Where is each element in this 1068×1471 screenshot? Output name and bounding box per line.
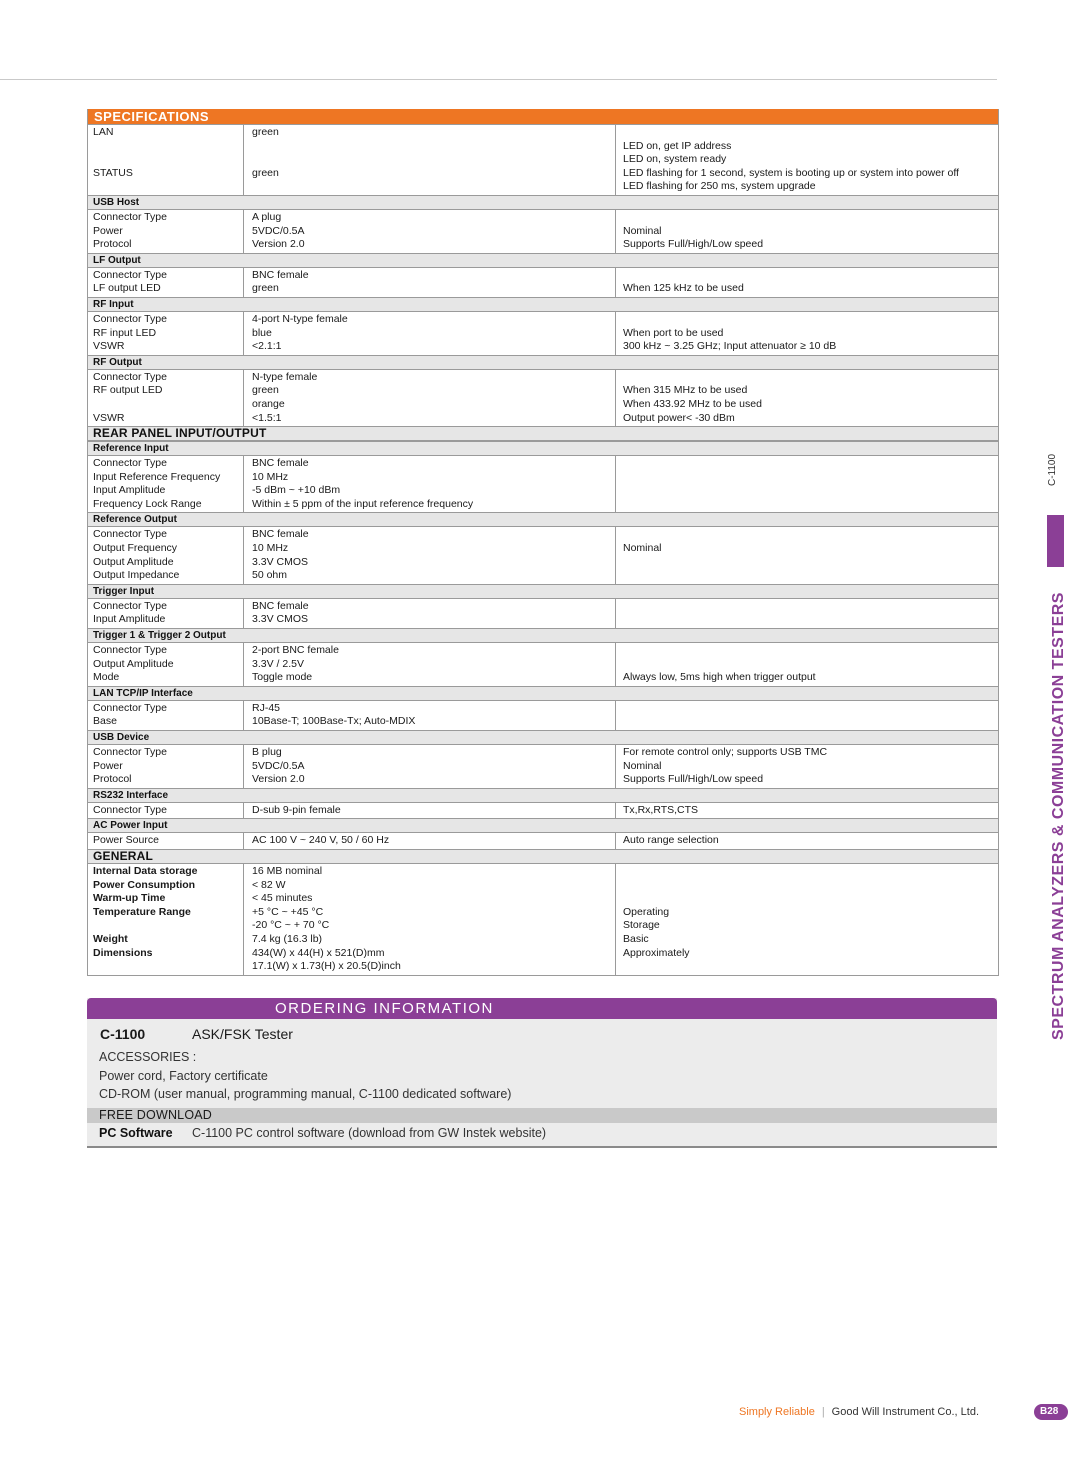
- product-name: ASK/FSK Tester: [192, 1026, 293, 1042]
- spec-rows: [88, 456, 998, 512]
- spec-name: Connector Type: [93, 210, 167, 223]
- model-line: [100, 1026, 293, 1042]
- spec-name: Protocol: [93, 773, 132, 786]
- spec-note: [623, 702, 998, 716]
- spec-value: < 82 W: [252, 878, 286, 891]
- model-number: C-1100: [100, 1026, 146, 1042]
- spec-value-column: [244, 643, 616, 686]
- spec-name: Connector Type: [93, 370, 167, 383]
- spec-note: When 315 MHz to be used: [623, 384, 748, 397]
- spec-group-title: AC Power Input: [88, 819, 998, 833]
- specifications-table: [87, 109, 999, 976]
- spec-name: Output Frequency: [93, 542, 178, 555]
- spec-value: BNC female: [252, 457, 309, 470]
- spec-group: [88, 512, 998, 583]
- spec-note: When 125 kHz to be used: [623, 282, 744, 295]
- spec-name: Protocol: [93, 238, 132, 251]
- spec-note: [623, 528, 998, 542]
- spec-group-title: Reference Input: [88, 442, 998, 456]
- spec-value: A plug: [252, 210, 282, 223]
- spec-name: Output Amplitude: [93, 657, 174, 670]
- ordering-header: ORDERING INFORMATION: [87, 998, 997, 1019]
- spec-value-column: [244, 456, 616, 512]
- spec-name: [93, 398, 243, 412]
- spec-rows: [88, 268, 998, 297]
- spec-value: < 45 minutes: [252, 892, 313, 905]
- spec-note: Supports Full/High/Low speed: [623, 773, 764, 786]
- spec-name: RF output LED: [93, 384, 163, 397]
- spec-value: BNC female: [252, 528, 309, 541]
- spec-name: Frequency Lock Range: [93, 497, 202, 510]
- spec-value-column: [244, 370, 616, 426]
- spec-value: 434(W) x 44(H) x 521(D)mm: [252, 946, 385, 959]
- spec-note: When port to be used: [623, 326, 724, 339]
- spec-note: LED flashing for 1 second, system is booting up or system into power off: [623, 166, 959, 179]
- spec-value: <1.5:1: [252, 411, 282, 424]
- spec-name: Dimensions: [93, 946, 153, 959]
- spec-value-column: [244, 527, 616, 583]
- spec-group: [88, 195, 998, 253]
- spec-value: green: [252, 384, 279, 397]
- spec-note: [623, 879, 998, 893]
- spec-note: [623, 569, 998, 583]
- spec-value: 17.1(W) x 1.73(H) x 20.5(D)inch: [252, 960, 401, 973]
- spec-name-column: [88, 370, 244, 426]
- spec-value: 5VDC/0.5A: [252, 224, 305, 237]
- spec-group: [88, 628, 998, 686]
- spec-name: Input Amplitude: [93, 484, 166, 497]
- spec-name: RF input LED: [93, 326, 157, 339]
- spec-value: 10 MHz: [252, 470, 289, 483]
- spec-group-title: REAR PANEL INPUT/OUTPUT: [88, 427, 998, 441]
- spec-value: [252, 180, 615, 194]
- spec-value: green: [252, 126, 279, 138]
- spec-value: B plug: [252, 746, 282, 758]
- spec-name-column: [88, 125, 244, 195]
- spec-note-column: [616, 370, 998, 426]
- spec-group-title: RF Output: [88, 356, 998, 370]
- spec-value-column: [244, 312, 616, 355]
- spec-note: [623, 600, 998, 614]
- side-model-label: C-1100: [1047, 453, 1058, 486]
- spec-name-column: [88, 833, 244, 849]
- spec-rows: [88, 643, 998, 686]
- spec-note-column: [616, 268, 998, 297]
- spec-note-column: [616, 701, 998, 730]
- spec-value: [252, 153, 615, 167]
- spec-value: 7.4 kg (16.3 lb): [252, 932, 323, 945]
- spec-rows: [88, 599, 998, 628]
- spec-value: D-sub 9-pin female: [252, 803, 341, 816]
- spec-name: [93, 180, 243, 194]
- spec-name: [93, 960, 243, 974]
- spec-name-column: [88, 527, 244, 583]
- spec-note: [623, 371, 998, 385]
- pc-software-text: C-1100 PC control software (download from GW Instek website): [192, 1126, 547, 1140]
- spec-value: 10Base-T; 100Base-Tx; Auto-MDIX: [252, 715, 416, 728]
- spec-value: BNC female: [252, 268, 309, 281]
- spec-value-column: [244, 745, 616, 788]
- spec-name: Internal Data storage: [93, 864, 198, 877]
- spec-value: BNC female: [252, 599, 309, 612]
- spec-value-column: [244, 701, 616, 730]
- spec-name: [93, 153, 243, 167]
- spec-value: 3.3V / 2.5V: [252, 657, 304, 670]
- pc-software-label: PC Software: [99, 1126, 173, 1140]
- spec-note: LED flashing for 250 ms, system upgrade: [623, 180, 816, 193]
- spec-rows: [88, 864, 998, 975]
- spec-note: Approximately: [623, 946, 690, 959]
- spec-name: Connector Type: [93, 644, 167, 657]
- spec-value: -5 dBm ~ +10 dBm: [252, 484, 341, 497]
- spec-group: [88, 730, 998, 788]
- spec-value: [252, 140, 615, 154]
- spec-name-column: [88, 268, 244, 297]
- spec-name: Connector Type: [93, 312, 167, 325]
- spec-note: [623, 484, 998, 498]
- spec-note-column: [616, 643, 998, 686]
- spec-name-column: [88, 456, 244, 512]
- spec-group: [88, 355, 998, 426]
- spec-name: [93, 140, 243, 154]
- spec-note: Supports Full/High/Low speed: [623, 238, 764, 251]
- spec-name: Input Reference Frequency: [93, 470, 221, 483]
- spec-group-title: USB Host: [88, 196, 998, 210]
- spec-group-title: USB Device: [88, 731, 998, 745]
- spec-note: [623, 211, 998, 225]
- spec-note: 300 kHz ~ 3.25 GHz; Input attenuator ≥ 10 dB: [623, 340, 837, 353]
- spec-group-title: Trigger Input: [88, 585, 998, 599]
- spec-name: Input Amplitude: [93, 613, 166, 626]
- spec-group-title: GENERAL: [88, 850, 998, 864]
- spec-name: Connector Type: [93, 528, 167, 541]
- spec-name: Warm-up Time: [93, 892, 166, 905]
- spec-note: [623, 715, 998, 729]
- spec-note-column: [616, 833, 998, 849]
- spec-rows: [88, 745, 998, 788]
- spec-note: [623, 892, 998, 906]
- spec-name: Connector Type: [93, 268, 167, 281]
- spec-rows: [88, 125, 998, 195]
- footer-company: Good Will Instrument Co., Ltd.: [831, 1406, 980, 1418]
- spec-note-column: [616, 803, 998, 819]
- spec-name: Power Consumption: [93, 878, 196, 891]
- spec-value: Toggle mode: [252, 671, 313, 684]
- spec-value: N-type female: [252, 370, 318, 383]
- spec-name: Base: [93, 715, 117, 728]
- spec-rows: [88, 312, 998, 355]
- spec-group: [88, 426, 998, 441]
- spec-note-column: [616, 527, 998, 583]
- spec-value: AC 100 V ~ 240 V, 50 / 60 Hz: [252, 834, 390, 847]
- spec-group-title: Reference Output: [88, 513, 998, 527]
- spec-group-title: LAN TCP/IP Interface: [88, 687, 998, 701]
- accessories-line-1: Power cord, Factory certificate: [99, 1069, 268, 1083]
- spec-value-column: [244, 125, 616, 195]
- spec-group: [88, 686, 998, 730]
- spec-note: [623, 269, 998, 283]
- side-category-label: SPECTRUM ANALYZERS & COMMUNICATION TESTERS: [1050, 592, 1067, 1040]
- spec-name: Output Impedance: [93, 569, 180, 582]
- spec-name-column: [88, 210, 244, 253]
- spec-name-column: [88, 745, 244, 788]
- spec-value: Version 2.0: [252, 238, 305, 251]
- spec-value: RJ-45: [252, 701, 281, 714]
- spec-note: Tx,Rx,RTS,CTS: [623, 803, 699, 816]
- spec-value: +5 °C ~ +45 °C: [252, 905, 324, 918]
- side-tab-marker: [1047, 515, 1064, 567]
- spec-name: [93, 919, 243, 933]
- spec-value: Version 2.0: [252, 773, 305, 786]
- spec-value: 4-port N-type female: [252, 312, 348, 325]
- spec-note: [623, 313, 998, 327]
- spec-note: Output power< -30 dBm: [623, 411, 735, 424]
- spec-value: green: [252, 166, 279, 179]
- spec-rows: [88, 370, 998, 426]
- spec-group: [88, 124, 998, 195]
- spec-value: orange: [252, 397, 285, 410]
- spec-value: Within ± 5 ppm of the input reference frequency: [252, 497, 474, 510]
- spec-name: Connector Type: [93, 746, 167, 758]
- spec-value: 5VDC/0.5A: [252, 759, 305, 772]
- spec-value: <2.1:1: [252, 340, 282, 353]
- spec-name: LAN: [93, 126, 114, 138]
- spec-group: [88, 253, 998, 297]
- spec-value: blue: [252, 326, 272, 339]
- spec-note: [623, 644, 998, 658]
- spec-name: Connector Type: [93, 599, 167, 612]
- spec-value-column: [244, 864, 616, 975]
- spec-note-column: [616, 599, 998, 628]
- spec-name: VSWR: [93, 411, 125, 424]
- spec-group: [88, 849, 998, 975]
- spec-note: [623, 658, 998, 672]
- spec-value-column: [244, 268, 616, 297]
- spec-note: For remote control only; supports USB TMC: [623, 746, 828, 758]
- spec-value-column: [244, 803, 616, 819]
- spec-value: 3.3V CMOS: [252, 555, 309, 568]
- spec-value: 3.3V CMOS: [252, 613, 309, 626]
- spec-group: [88, 584, 998, 628]
- spec-value: 10 MHz: [252, 542, 289, 555]
- spec-name: Output Amplitude: [93, 555, 174, 568]
- spec-note: Operating: [623, 905, 670, 918]
- spec-name-column: [88, 864, 244, 975]
- spec-name: Power: [93, 224, 123, 237]
- spec-note: [623, 126, 998, 140]
- spec-name-column: [88, 803, 244, 819]
- free-download-bar: FREE DOWNLOAD: [87, 1108, 997, 1123]
- spec-note: LED on, system ready: [623, 153, 727, 166]
- spec-name: STATUS: [93, 166, 133, 179]
- spec-note: Nominal: [623, 759, 662, 772]
- spec-rows: [88, 527, 998, 583]
- spec-note: [623, 960, 998, 974]
- spec-note: [623, 865, 998, 879]
- spec-name: Temperature Range: [93, 905, 191, 918]
- spec-name: Connector Type: [93, 457, 167, 470]
- spec-note: Basic: [623, 932, 649, 945]
- spec-name-column: [88, 643, 244, 686]
- spec-note-column: [616, 312, 998, 355]
- spec-name-column: [88, 599, 244, 628]
- spec-group-title: RF Input: [88, 298, 998, 312]
- spec-group-title: Trigger 1 & Trigger 2 Output: [88, 629, 998, 643]
- spec-note: [623, 471, 998, 485]
- spec-note-column: [616, 210, 998, 253]
- spec-note: Nominal: [623, 542, 662, 555]
- spec-rows: [88, 701, 998, 730]
- spec-note-column: [616, 864, 998, 975]
- spec-value: 16 MB nominal: [252, 864, 323, 877]
- spec-name-column: [88, 701, 244, 730]
- spec-value: 2-port BNC female: [252, 644, 339, 657]
- spec-name: Connector Type: [93, 701, 167, 714]
- accessories-line-2: CD-ROM (user manual, programming manual, C-1100 dedicated software): [99, 1087, 512, 1101]
- spec-name: Power: [93, 759, 123, 772]
- spec-note: When 433.92 MHz to be used: [623, 397, 762, 410]
- top-divider: [0, 79, 997, 80]
- spec-name: Weight: [93, 932, 128, 945]
- spec-value: -20 °C ~ + 70 °C: [252, 919, 330, 932]
- spec-note: [623, 556, 998, 570]
- spec-rows: [88, 803, 998, 819]
- spec-group: [88, 818, 998, 849]
- spec-value: green: [252, 282, 279, 295]
- spec-value: 50 ohm: [252, 569, 288, 582]
- spec-note: LED on, get IP address: [623, 139, 732, 152]
- spec-note: [623, 613, 998, 627]
- spec-note: Always low, 5ms high when trigger output: [623, 671, 816, 684]
- pc-software-line: [99, 1126, 546, 1140]
- ordering-information: [87, 998, 997, 1148]
- footer-separator: |: [821, 1406, 825, 1418]
- specifications-body: [88, 124, 998, 975]
- spec-value-column: [244, 210, 616, 253]
- spec-name: LF output LED: [93, 282, 161, 295]
- spec-note-column: [616, 456, 998, 512]
- spec-note-column: [616, 745, 998, 788]
- spec-group: [88, 788, 998, 819]
- specifications-header: SPECIFICATIONS: [88, 109, 998, 124]
- spec-rows: [88, 210, 998, 253]
- footer-tagline: Simply Reliable: [739, 1406, 815, 1418]
- spec-name-column: [88, 312, 244, 355]
- spec-name: Power Source: [93, 834, 159, 847]
- spec-note: Nominal: [623, 224, 662, 237]
- spec-group: [88, 297, 998, 355]
- spec-name: Connector Type: [93, 803, 167, 816]
- spec-note: Storage: [623, 919, 660, 932]
- spec-note-column: [616, 125, 998, 195]
- spec-group-title: LF Output: [88, 254, 998, 268]
- spec-value-column: [244, 833, 616, 849]
- spec-value-column: [244, 599, 616, 628]
- spec-note: [623, 498, 998, 512]
- spec-note: Auto range selection: [623, 834, 719, 847]
- accessories-label: ACCESSORIES :: [99, 1050, 197, 1064]
- spec-rows: [88, 833, 998, 849]
- page-number-badge: B28: [1034, 1404, 1068, 1420]
- spec-group-title: RS232 Interface: [88, 789, 998, 803]
- spec-name: VSWR: [93, 340, 125, 353]
- spec-group: [88, 441, 998, 512]
- spec-note: [623, 457, 998, 471]
- footer: [739, 1406, 979, 1418]
- spec-name: Mode: [93, 671, 120, 684]
